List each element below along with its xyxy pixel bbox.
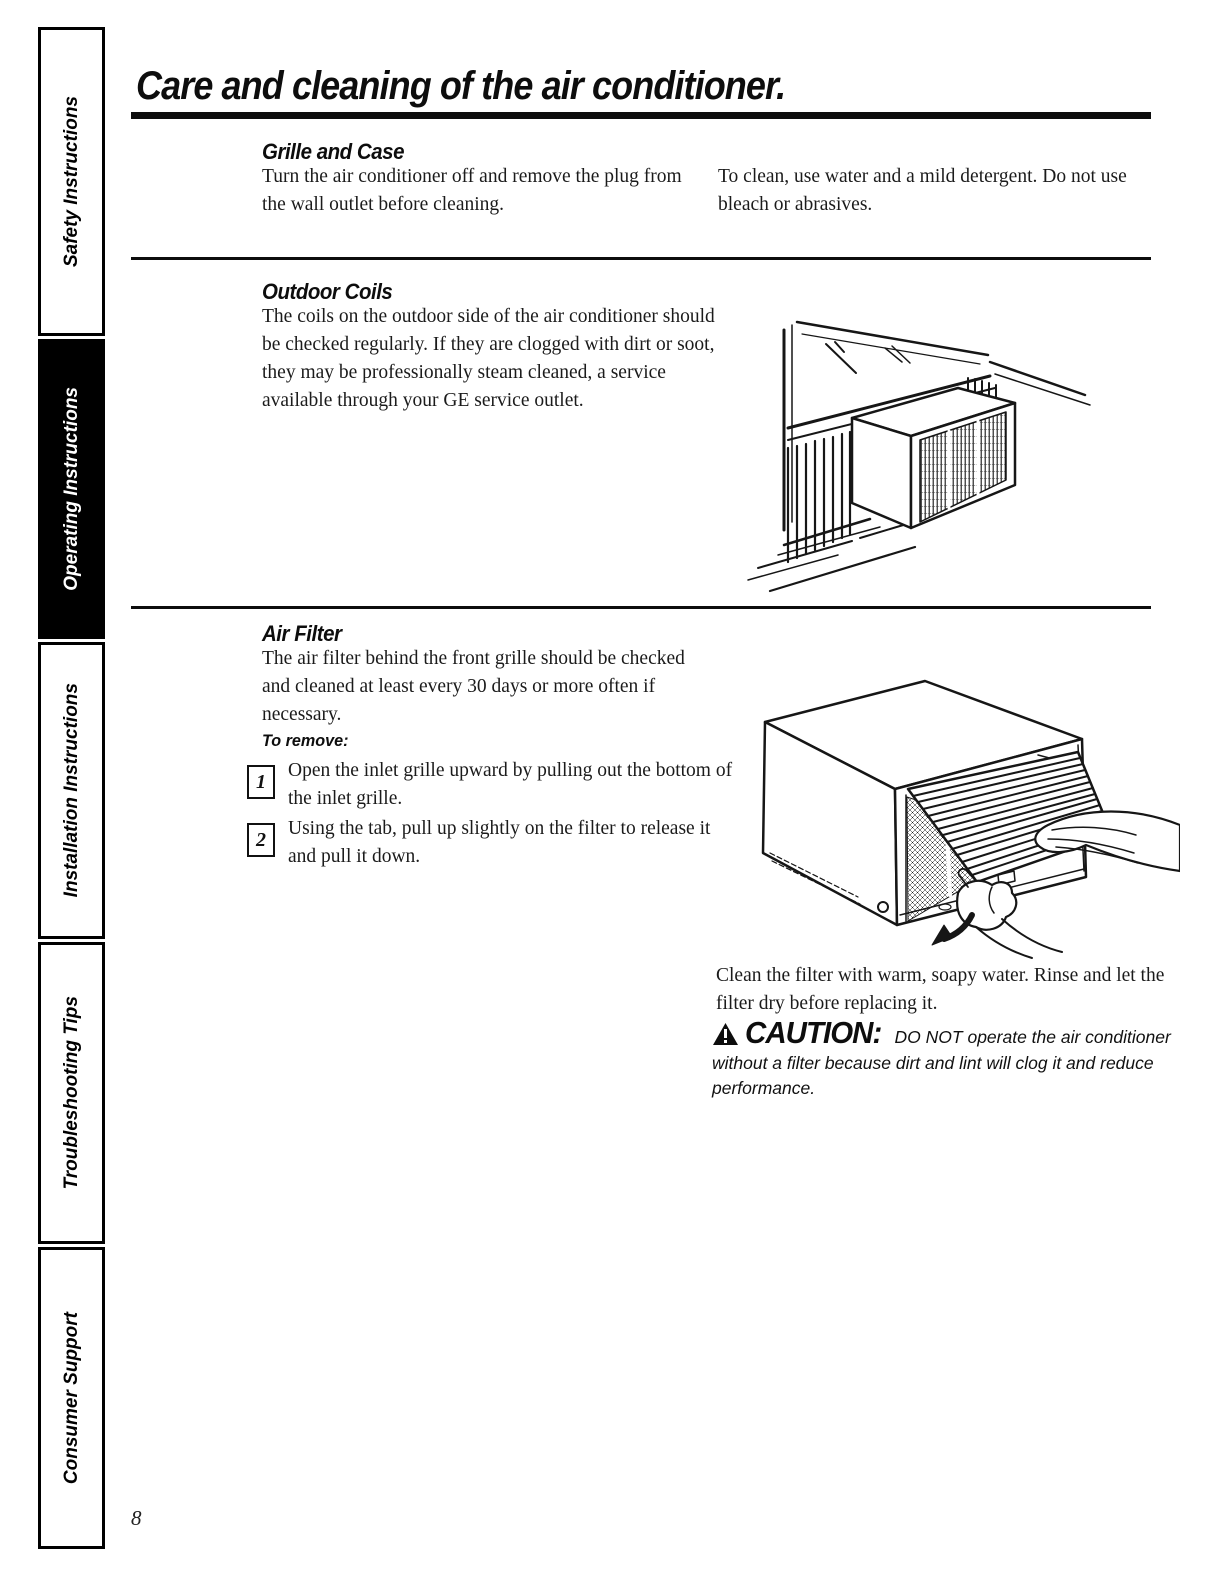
step-number-box	[247, 823, 275, 857]
to-remove-heading: To remove:	[262, 731, 349, 750]
page-title: Care and cleaning of the air conditioner.	[136, 64, 786, 108]
section-divider	[131, 606, 1151, 609]
air-filter-removal-illustration	[740, 675, 1180, 965]
caution-triangle-icon	[712, 1022, 739, 1046]
clean-filter-note: Clean the filter with warm, soapy water. Rinse and let the filter dry before replacing it.	[716, 965, 1165, 1014]
outdoor-coils-text: The coils on the outdoor side of the air conditioner should be checked regularly. If they are clogged with dirt or soot, they may be professionally steam cleaned, a service available through your GE service outlet.	[262, 306, 715, 411]
sidebar-tab-operating-instructions[interactable]	[38, 339, 105, 639]
sidebar-tab-safety-instructions[interactable]	[38, 27, 105, 336]
sidebar-tab-label: Consumer Support	[60, 1311, 82, 1485]
outdoor-coils-heading: Outdoor Coils	[262, 279, 393, 304]
grille-and-case-text-col2: To clean, use water and a mild detergent. Do not use bleach or abrasives.	[718, 166, 1127, 215]
step-text: Using the tab, pull up slightly on the filter to release it and pull it down.	[288, 818, 711, 867]
grille-and-case-heading: Grille and Case	[262, 139, 404, 164]
caution-text: DO NOT operate the air conditioner without a filter because dirt and lint will clog it and reduce performance.	[712, 1027, 1171, 1098]
sidebar-tab-label: Troubleshooting Tips	[60, 996, 82, 1190]
air-filter-heading: Air Filter	[262, 621, 342, 646]
caution-note	[712, 1015, 1174, 1101]
step-number: 1	[256, 770, 266, 793]
sidebar-tab-label: Safety Instructions	[60, 95, 82, 268]
sidebar-tab-installation-instructions[interactable]	[38, 642, 105, 939]
step-number-box	[247, 765, 275, 799]
step-number: 2	[256, 828, 266, 851]
sidebar-tab-label: Installation Instructions	[60, 683, 82, 898]
caution-label: CAUTION:	[745, 1015, 882, 1050]
grille-and-case-text-col1: Turn the air conditioner off and remove the plug from the wall outlet before cleaning.	[262, 166, 682, 215]
step-text: Open the inlet grille upward by pulling out the bottom of the inlet grille.	[288, 760, 733, 809]
outdoor-coils-illustration	[740, 300, 1160, 600]
title-rule	[131, 112, 1151, 119]
sidebar-tab-troubleshooting-tips[interactable]	[38, 942, 105, 1244]
section-divider	[131, 257, 1151, 260]
page-number: 8	[131, 1506, 142, 1530]
sidebar-tab-label: Operating Instructions	[60, 387, 82, 591]
sidebar-tab-consumer-support[interactable]	[38, 1247, 105, 1549]
air-filter-text: The air filter behind the front grille should be checked and cleaned at least every 30 days or more often if necessary.	[262, 648, 685, 725]
